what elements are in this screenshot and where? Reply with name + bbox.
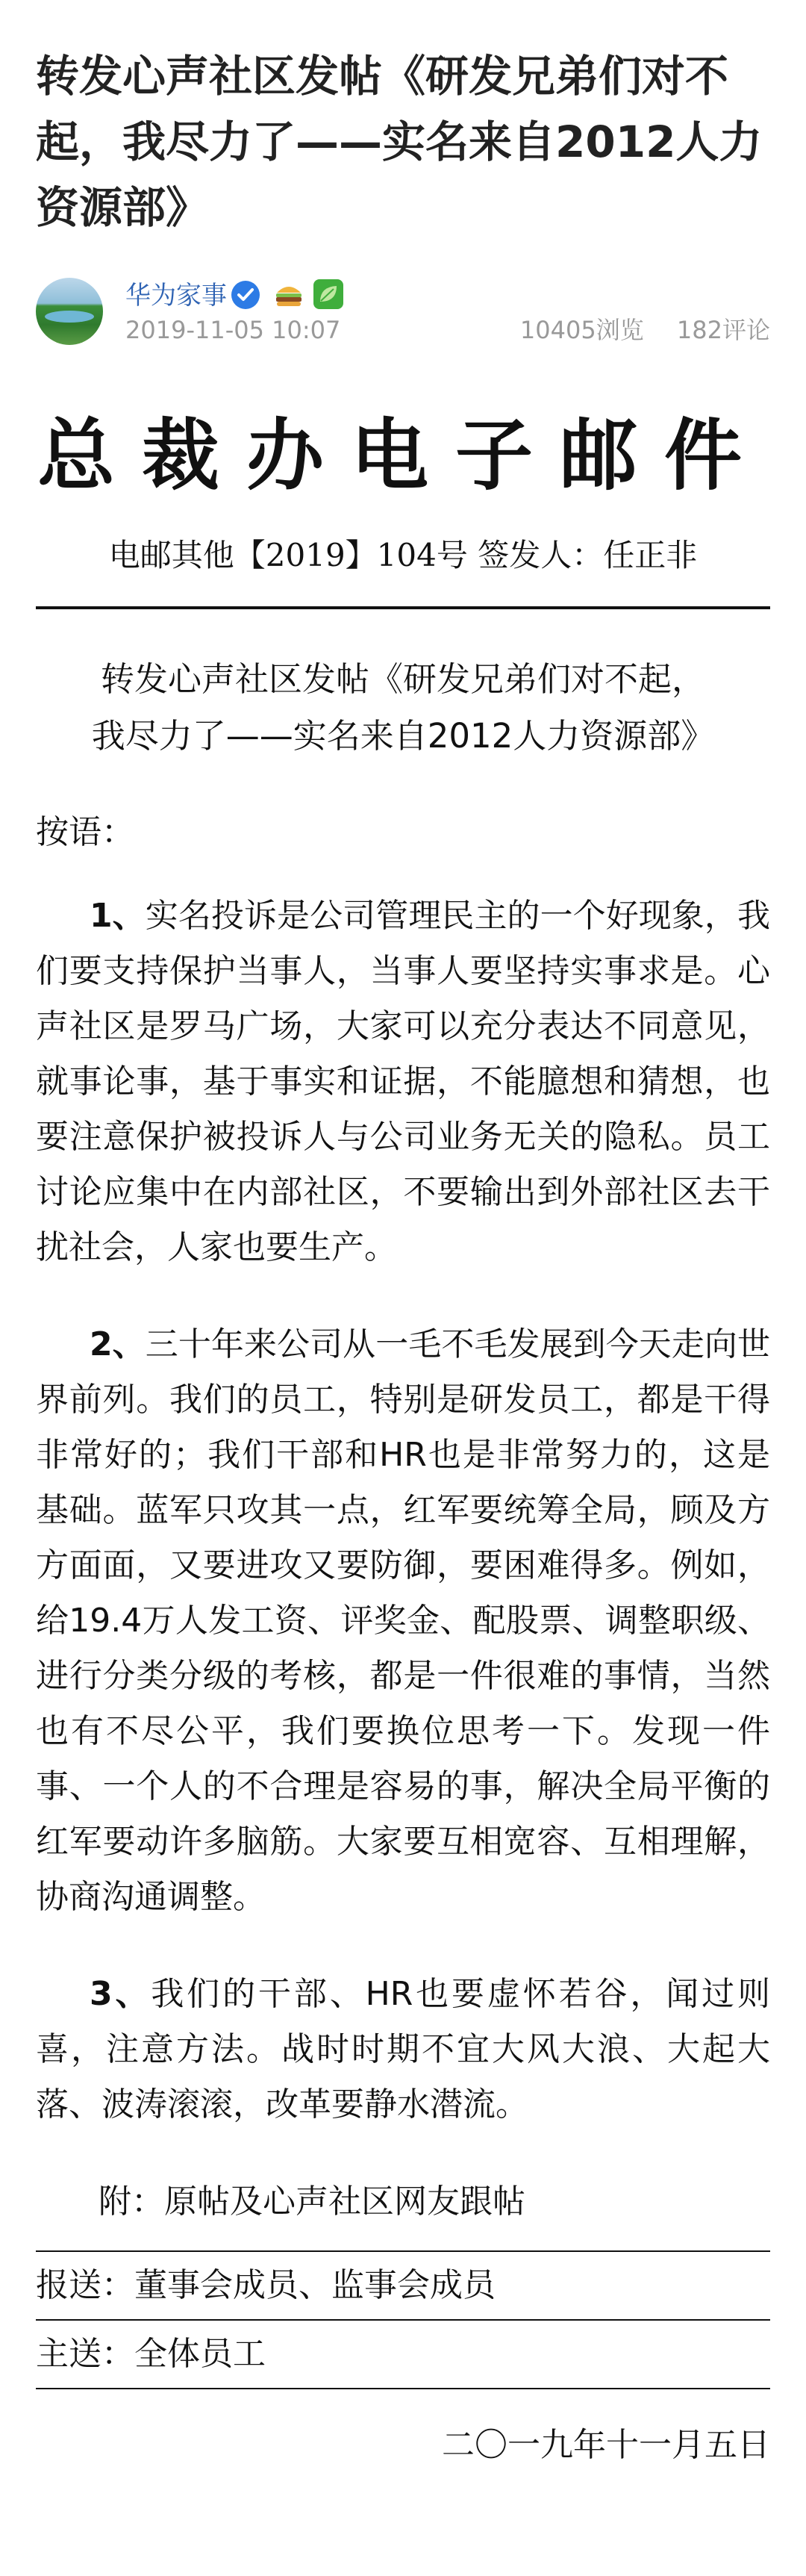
paragraph-2	[36, 1317, 770, 1925]
paragraph-text: 三十年来公司从一毛不毛发展到今天走向世界前列。我们的员工，特别是研发员工，都是干得非常好的；我们干部和HR也是非常努力的，这是基础。蓝军只攻其一点，红军要统筹全局，顾及方方面面，又要进攻又要防御，要困难得多。例如，给19.4万人发工资、评奖金、配股票、调整职级、进行分类分级的考核，都是一件很难的事情，当然也有不尽公平，我们要换位思考一下。发现一件事、一个人的不合理是容易的事，解决全局平衡的红军要动许多脑筋。大家要互相宽容、互相理解，协商沟通调整。	[36, 1325, 771, 1916]
send-to-line: 主送：全体员工	[36, 2335, 266, 2373]
avatar[interactable]	[36, 278, 103, 345]
divider	[36, 2388, 770, 2389]
document-subject	[36, 651, 770, 765]
document-date: 二〇一九年十一月五日	[442, 2426, 770, 2464]
paragraph-number: 2、	[90, 1325, 146, 1363]
verified-check-icon	[231, 281, 260, 309]
burger-icon	[275, 282, 303, 308]
view-count: 10405浏览	[519, 316, 644, 344]
paragraph-3	[36, 1967, 770, 2132]
paragraph-text: 我们的干部、HR也要虚怀若谷，闻过则喜，注意方法。战时时期不宜大风大浪、大起大落、波涛滚滚，改革要静水潜流。	[36, 1975, 770, 2124]
report-to-line: 报送：董事会成员、监事会成员	[36, 2266, 496, 2304]
author-row	[36, 278, 770, 352]
document-header: 总裁办电子邮件	[37, 409, 769, 501]
document-number: 电邮其他【2019】104号 签发人：任正非	[108, 537, 698, 573]
paragraph-1	[36, 889, 770, 1275]
paragraph-text: 实名投诉是公司管理民主的一个好现象，我们要支持保护当事人，当事人要坚持实事求是。心声社区是罗马广场，大家可以充分表达不同意见，就事论事，基于事实和证据，不能臆想和猜想，也要注意保护被投诉人与公司业务无关的隐私。员工讨论应集中在内部社区，不要输出到外部社区去干扰社会，人家也要生产。	[36, 897, 771, 1266]
preface-label: 按语：	[36, 813, 134, 851]
author-name[interactable]: 华为家事	[125, 281, 227, 311]
post-title: 转发心声社区发帖《研发兄弟们对不起，我尽力了——实名来自2012人力资源部》	[36, 51, 763, 233]
attachment-note: 附：原帖及心声社区网友跟帖	[99, 2183, 525, 2221]
avatar-lake	[45, 311, 94, 323]
header-divider	[36, 606, 770, 609]
post-time: 2019-11-05 10:07	[125, 316, 341, 344]
paragraph-number: 3、	[90, 1975, 151, 2013]
subject-line-1: 转发心声社区发帖《研发兄弟们对不起，	[100, 659, 705, 699]
subject-line-2: 我尽力了——实名来自2012人力资源部》	[91, 716, 715, 756]
post-stats	[495, 315, 770, 345]
comment-count[interactable]: 182评论	[676, 316, 770, 344]
paragraph-number: 1、	[90, 897, 146, 935]
leaf-icon	[313, 279, 343, 309]
